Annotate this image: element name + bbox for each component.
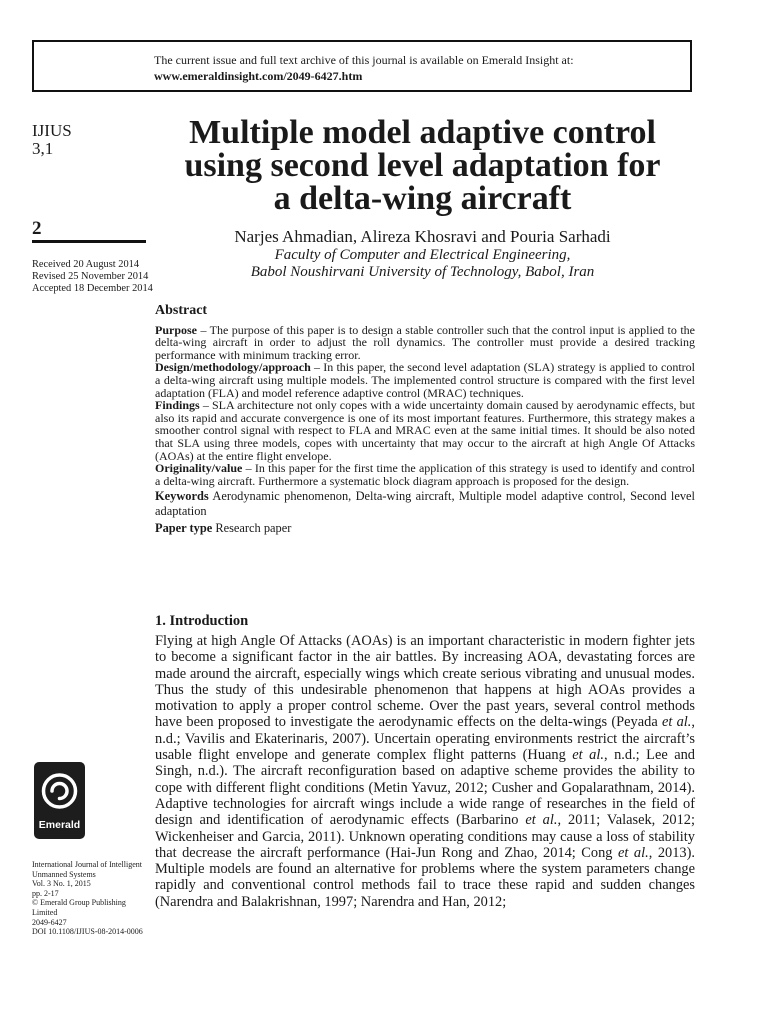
affiliation-line: Faculty of Computer and Electrical Engineering, xyxy=(274,247,571,263)
title-line: Multiple model adaptive control xyxy=(189,114,656,151)
intro-text: Flying at high Angle Of Attacks (AOAs) is an important characteristic in modern fighter jets to become a significant factor in the air battles. By increasing AOA, devastating forces are made around the aircraft, especially wings which create serious vibrating and unusual modes. Thus the study of this undesirable phenomenon that happens at high AOAs provides a motivation to apply a proper control scheme. Over the past years, several control methods have been proposed to investigate the aerodynamic effects on the delta-wings (Peyada xyxy=(155,633,695,731)
keywords xyxy=(155,489,695,519)
paper-type-label: Paper type xyxy=(155,521,213,536)
abstract-design xyxy=(155,361,695,399)
intro-text: , 2013). Multiple models are found an alternative for problems where the system parameters change rapidly and conventional control methods fail to trace these rapid and sudden changes (Narendra and Balakrishnan, 1997; Narendra and Han, 2012; xyxy=(155,844,695,910)
affiliation-line: Babol Noushirvani University of Technology, Babol, Iran xyxy=(250,264,595,280)
journal-url-link[interactable]: www.emeraldinsight.com/2049-6427.htm xyxy=(154,69,363,83)
title-line: a delta-wing aircraft xyxy=(273,180,572,217)
intro-paragraph xyxy=(155,633,695,910)
abstract-heading: Abstract xyxy=(155,303,208,318)
journal-info-line: pp. 2-17 xyxy=(32,888,59,898)
keywords-text: Aerodynamic phenomenon, Delta-wing aircraft, Multiple model adaptive control, Second level adaptation xyxy=(155,489,695,519)
journal-info-line: Unmanned Systems xyxy=(32,869,96,879)
section-heading: 1. Introduction xyxy=(155,613,249,629)
logo-name: Emerald xyxy=(38,819,81,831)
design-label: Design/methodology/approach xyxy=(155,360,311,375)
affiliation xyxy=(150,247,695,281)
journal-info-line: 2049-6427 xyxy=(32,917,67,927)
emerald-logo-icon xyxy=(40,770,79,814)
purpose-text: – The purpose of this paper is to design a stable controller such that the control input is applied to the delta-wing aircraft in order to adjust the roll dynamics. The controller must provide a desired tracking performance with minimum tracking error. xyxy=(155,322,695,362)
originality-label: Originality/value xyxy=(155,461,243,476)
volume-issue: 3,1 xyxy=(32,139,54,158)
introduction-section xyxy=(155,613,695,910)
et-al: et al. xyxy=(525,812,558,829)
abstract-findings xyxy=(155,399,695,462)
journal-info-line: DOI 10.1108/IJIUS-08-2014-0006 xyxy=(32,927,143,937)
sidebar-divider xyxy=(32,240,146,243)
intro-text: , n.d.; Vavilis and Ekaterinaris, 2007). Uncertain operating environments restrict the aircraft’s usable flight envelope and generate complex flight patterns (Huang xyxy=(155,714,695,764)
intro-text: , 2011; Valasek, 2012; Wickenheiser and Garcia, 2011). Unknown operating conditions may cause a loss of stability that decrease the aircraft performance (Hai-Jun Rong and Zhao, 2014; Cong xyxy=(155,812,695,861)
originality-text: – In this paper for the first time the application of this strategy is used to identify and control a delta-wing aircraft. Furthermore a systematic block diagram approach is proposed for the design. xyxy=(155,461,695,488)
et-al: et al. xyxy=(618,844,649,861)
journal-abbrev: IJIUS xyxy=(32,121,72,140)
page-number: 2 xyxy=(32,218,42,239)
title-line: using second level adaptation for xyxy=(184,147,661,184)
received-date: Received 20 August 2014 xyxy=(32,259,140,270)
journal-info-line: © Emerald Group Publishing Limited xyxy=(32,898,126,917)
journal-notice xyxy=(154,52,574,84)
paper-type xyxy=(155,521,695,536)
journal-code xyxy=(32,122,72,158)
findings-label: Findings xyxy=(155,398,200,413)
accepted-date: Accepted 18 December 2014 xyxy=(32,283,153,294)
emerald-logo xyxy=(34,762,85,839)
journal-info xyxy=(32,860,150,937)
et-al: et al. xyxy=(661,714,692,731)
findings-text: – SLA architecture not only copes with a wide uncertainty domain caused by aerodynamic effects, but also its rapid and accurate convergence is one of its most important features. Furthermore, this strategy makes a smoother control signal with respect to FLA and MRAC even at the same initial times. It should be also noted that SLA using three models, copes with uncertainty that may occur to the aircraft at high Angle Of Attacks (AOAs) at the entire flight envelope. xyxy=(155,398,695,463)
abstract-purpose xyxy=(155,324,695,362)
journal-info-line: International Journal of Intelligent xyxy=(32,860,142,869)
paper-title xyxy=(150,116,695,215)
et-al: et al. xyxy=(572,747,604,764)
abstract-section xyxy=(155,305,695,536)
paper-type-text: Research paper xyxy=(212,521,292,536)
journal-info-line: Vol. 3 No. 1, 2015 xyxy=(32,879,91,889)
purpose-label: Purpose xyxy=(155,322,197,337)
journal-notice-box xyxy=(32,40,692,92)
notice-text: The current issue and full text archive of this journal is available on Emerald Insight at: xyxy=(154,53,574,67)
article-dates xyxy=(32,259,153,295)
abstract-originality xyxy=(155,462,695,487)
intro-text: , n.d.; Lee and Singh, n.d.). The aircraft reconfiguration based on adaptive scheme provides the ability to cope with different flight conditions (Metin Yavuz, 2012; Cusher and Gopalarathnam, 2014). Adaptive technologies for aircraft wings include a wide range of researches in the field of design and identification of aerodynamic effects (Barbarino xyxy=(155,747,695,829)
keywords-label: Keywords xyxy=(155,489,209,504)
authors: Narjes Ahmadian, Alireza Khosravi and Pouria Sarhadi xyxy=(234,227,611,246)
design-text: – In this paper, the second level adaptation (SLA) strategy is applied to control a delta-wing aircraft using multiple models. The implemented control structure is compared with the first level adaptation (FLA) and model reference adaptive control (MRAC) techniques. xyxy=(155,360,695,400)
revised-date: Revised 25 November 2014 xyxy=(32,271,149,282)
